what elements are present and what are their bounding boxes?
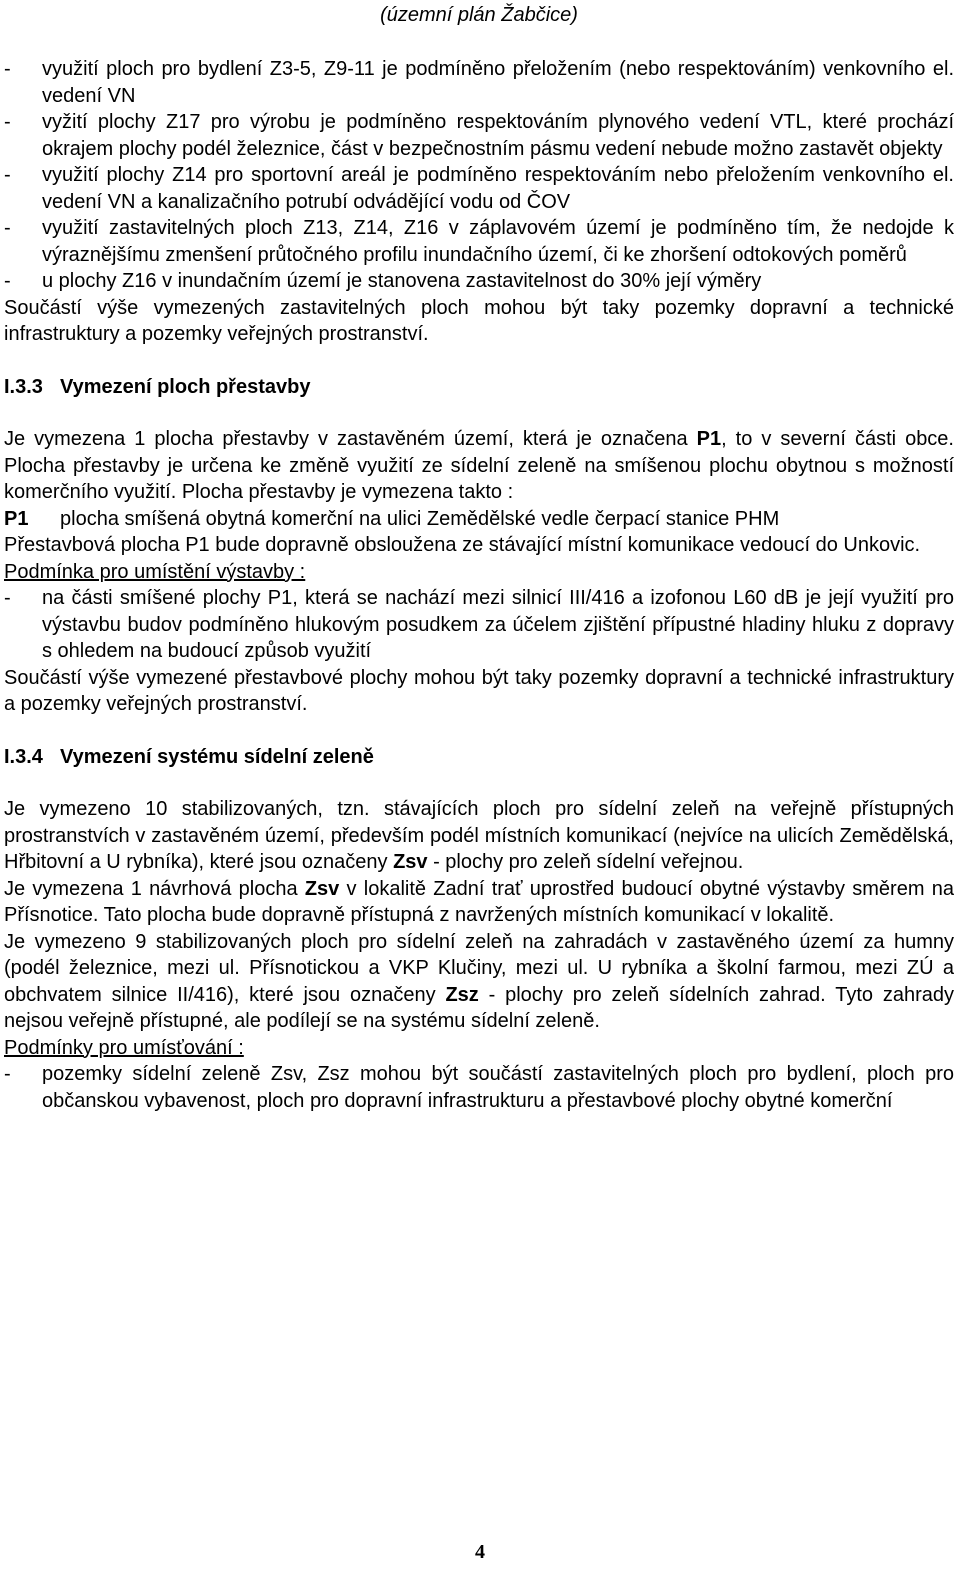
paragraph: Součástí výše vymezených zastavitelných ploch mohou být taky pozemky dopravní a technické infrastruktury a pozemky veřejných prostranství. [4, 296, 954, 345]
section-heading: I.3.3 Vymezení ploch přestavby [4, 375, 311, 398]
page-number: 4 [475, 1541, 485, 1563]
paragraph: Součástí výše vymezené přestavbové plochy mohou být taky pozemky dopravní a technické infrastruktury a pozemky veřejných prostranství. [4, 666, 954, 715]
page-header: (územní plán Žabčice) [380, 4, 578, 26]
section-heading: I.3.4 Vymezení systému sídelní zeleně [4, 745, 374, 768]
subheading: Podmínky pro umísťování : [4, 1036, 244, 1059]
paragraph: Je vymezena 1 plocha přestavby v zastavěném území, která je označena P1, to v severní části obce. Plocha přestavby je určena ke změně využití ze sídelní zeleně na smíšenou plochu obytnou s možností komerčního využití. Plocha přestavby je vymezena takto : [4, 428, 954, 503]
list-item: - využití plochy Z14 pro sportovní areál je podmíněno respektováním nebo přeložením venkovního el. vedení VN a kanalizačního potrubí odvádějící vodu od ČOV [4, 164, 954, 213]
paragraph: Je vymezeno 10 stabilizovaných, tzn. stávajících ploch pro sídelní zeleň na veřejně přístupných prostranstvích v zastavěném území, především podél místních komunikací (nejvíce na ulicích Zemědělská, Hřbitovní a U rybníka), které jsou označeny Zsv - plochy pro zeleň sídelní veřejnou. [4, 798, 954, 873]
definition-row: P1 plocha smíšená obytná komerční na ulici Zemědělské vedle čerpací stanice PHM [4, 507, 780, 530]
list-item: - využití zastavitelných ploch Z13, Z14, Z16 v záplavovém území je podmíněno tím, že nedojde k výraznějšímu zmenšení průtočného profilu inundačního území, či ke zhoršení odtokových poměrů [4, 217, 954, 266]
list-item: - u plochy Z16 v inundačním území je stanovena zastavitelnost do 30% její výměry [4, 270, 762, 292]
paragraph: Je vymezena 1 návrhová plocha Zsv v lokalitě Zadní trať uprostřed budoucí obytné výstavby směrem na Přísnotice. Tato plocha bude dopravně přístupná z navržených místních komunikací v lokalitě. [4, 877, 954, 926]
list-item: - na části smíšené plochy P1, která se nachází mezi silnicí III/416 a izofonou L60 dB je její využití pro výstavbu budov podmíněno hlukovým posudkem za účelem zjištění přípustné hladiny hluku z dopravy s ohledem na budoucí způsob využití [4, 587, 954, 662]
paragraph: Přestavbová plocha P1 bude dopravně obsloužena ze stávající místní komunikace vedoucí do Unkovic. [4, 534, 921, 556]
paragraph: Je vymezeno 9 stabilizovaných ploch pro sídelní zeleň na zahradách v zastavěného území za humny (podél železnice, mezi ul. Přísnotickou a VKP Klučiny, mezi ul. U rybníka a školní farmou, mezi ZÚ a obchvatem silnice II/416), které jsou označeny Zsz - plochy pro zeleň sídelních zahrad. Tyto zahrady nejsou veřejně přístupné, ale podílejí se na systému sídelní zeleně. [4, 930, 954, 1032]
list-item: - využití ploch pro bydlení Z3-5, Z9-11 je podmíněno přeložením (nebo respektováním) venkovního el. vedení VN [4, 58, 954, 107]
list-item: - vyžití plochy Z17 pro výrobu je podmíněno respektováním plynového vedení VTL, které prochází okrajem plochy podél železnice, část v bezpečnostním pásmu vedení nebude možno zastavět objekty [4, 111, 954, 160]
subheading: Podmínka pro umístění výstavby : [4, 560, 306, 583]
conditions-list [4, 56, 954, 295]
document-page [4, 0, 954, 1573]
list-item: - pozemky sídelní zeleně Zsv, Zsz mohou být součástí zastavitelných ploch pro bydlení, ploch pro občanskou vybavenost, ploch pro dopravní infrastrukturu a přestavbové plochy obytné komerční [4, 1063, 954, 1112]
